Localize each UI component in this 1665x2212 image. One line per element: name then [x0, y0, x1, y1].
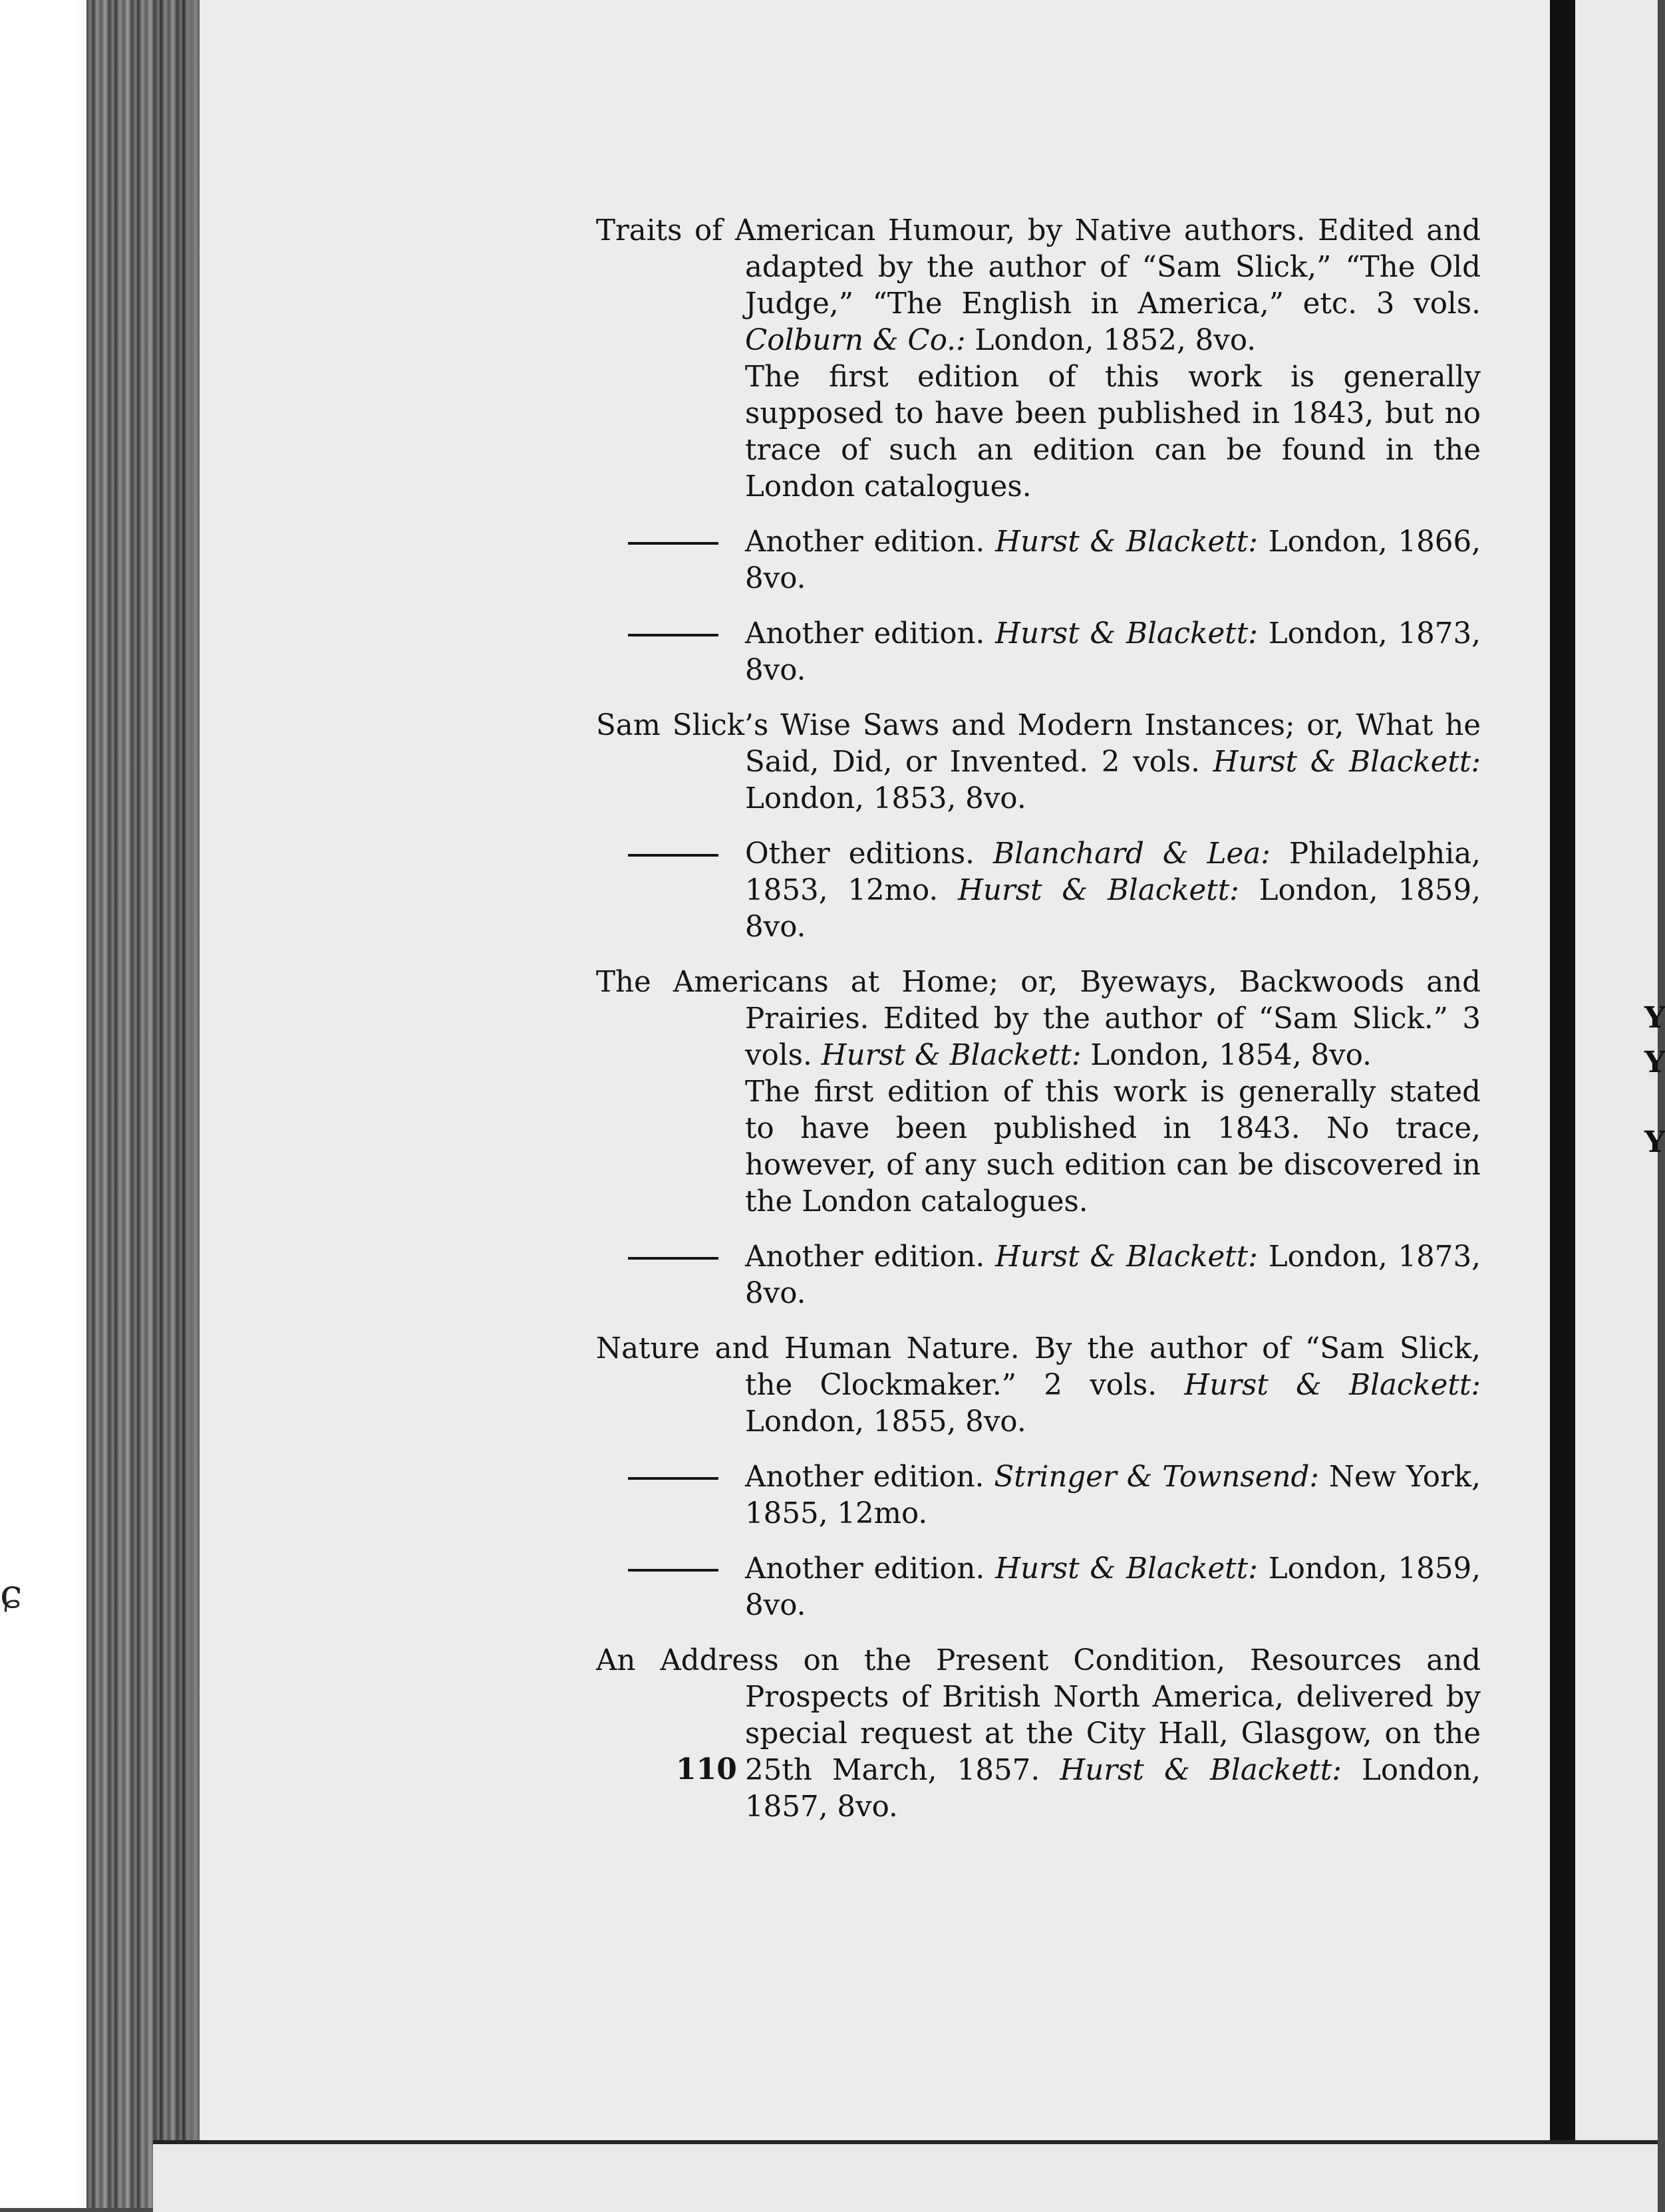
entry-title: Sam Slick’s Wise Saws and Modern Instances; or, What he Said, Did, or Invented. 2 vols.	[596, 709, 1481, 779]
edition-text: Another edition.	[745, 525, 996, 559]
page-gutter	[1550, 0, 1575, 2155]
edition-imprint: London, 1873, 8vo.	[745, 617, 1481, 687]
edition-publisher: Stringer & Townsend:	[994, 1460, 1319, 1494]
entry-note: The first edition of this work is generally stated to have been published in 1843. No trace, however, of any such edition can be discovered in the London catalogues.	[745, 1075, 1481, 1218]
edition-text: Another edition.	[745, 617, 996, 650]
bibliography-entry	[596, 1643, 1481, 1826]
entry-title: The Americans at Home; or, Byeways, Backwoods and Prairies. Edited by the author of “Sam Slick.” 3 vols.	[596, 966, 1481, 1072]
entry-publisher: Hurst & Blackett:	[1213, 746, 1481, 779]
page-text	[596, 213, 1481, 1844]
facing-page-glyph: Y	[1644, 1125, 1665, 1159]
edition-imprint: Philadelphia, 1853, 12mo.	[745, 837, 1481, 907]
edition-imprint: New York, 1855, 12mo.	[745, 1460, 1481, 1530]
entry-imprint: London, 1853, 8vo.	[745, 782, 1026, 815]
edition-entry	[596, 1239, 1481, 1312]
edition-text: Other editions.	[745, 837, 994, 871]
edition-publisher: Hurst & Blackett:	[995, 1552, 1258, 1586]
entry-publisher: Colburn & Co.:	[745, 324, 966, 357]
edition-imprint: London, 1859, 8vo.	[745, 874, 1481, 944]
edition-entry	[596, 616, 1481, 689]
edition-text: Another edition.	[745, 1552, 996, 1586]
entry-imprint: London, 1854, 8vo.	[1081, 1039, 1372, 1072]
entry-note: The first edition of this work is generally supposed to have been published in 1843, but no trace of such an edition can be found in the London catalogues.	[745, 360, 1481, 503]
entry-publisher: Hurst & Blackett:	[1184, 1369, 1481, 1402]
edition-entry	[596, 836, 1481, 946]
entry-title: An Address on the Present Condition, Resources and Prospects of British North America, delivered by special request at the City Hall, Glasgow, on the 25th March, 1857.	[596, 1644, 1481, 1787]
edition-entry	[596, 1551, 1481, 1624]
bibliography-entry	[596, 213, 1481, 359]
ditto-rule	[628, 542, 718, 545]
edition-publisher: Hurst & Blackett:	[995, 525, 1258, 559]
edition-imprint: London, 1873, 8vo.	[745, 1240, 1481, 1310]
facing-page-glyph: Y	[1644, 1045, 1665, 1079]
entry-imprint: London, 1857, 8vo.	[745, 1754, 1481, 1824]
bibliography-entry	[596, 1331, 1481, 1441]
entry-title: Nature and Human Nature. By the author of “Sam Slick, the Clockmaker.” 2 vols.	[596, 1332, 1481, 1402]
edition-imprint: London, 1859, 8vo.	[745, 1552, 1481, 1622]
edition-imprint: London, 1866, 8vo.	[745, 525, 1481, 595]
ditto-rule	[628, 854, 718, 857]
entry-title: Traits of American Humour, by Native authors. Edited and adapted by the author of “Sam Slick,” “The Old Judge,” “The English in America,” etc. 3 vols.	[596, 214, 1481, 321]
bibliography-entry	[596, 708, 1481, 817]
edition-publisher: Hurst & Blackett:	[995, 617, 1258, 650]
entry-publisher: Hurst & Blackett:	[821, 1039, 1082, 1072]
ditto-rule	[628, 1569, 718, 1572]
entry-imprint: London, 1855, 8vo.	[745, 1405, 1026, 1439]
page-bottom-edge	[153, 2140, 1658, 2212]
edition-text: Another edition.	[745, 1240, 996, 1274]
edition-entry	[596, 1459, 1481, 1532]
bibliography-entry	[596, 964, 1481, 1074]
page-number: 110	[676, 1752, 737, 1786]
edition-entry	[596, 524, 1481, 597]
entry-publisher: Hurst & Blackett:	[1060, 1754, 1342, 1787]
ditto-rule	[628, 634, 718, 636]
facing-page-glyph: Y	[1644, 1001, 1665, 1035]
edition-text: Another edition.	[745, 1460, 994, 1494]
edition-publisher: Blanchard & Lea:	[993, 837, 1271, 871]
facing-page	[1575, 0, 1658, 2208]
ditto-rule	[628, 1477, 718, 1480]
entry-imprint: London, 1852, 8vo.	[965, 324, 1257, 357]
ditto-rule	[628, 1257, 718, 1260]
edition-publisher: Hurst & Blackett:	[995, 1240, 1258, 1274]
margin-mark: ɕ	[0, 1571, 23, 1617]
edition-publisher: Hurst & Blackett:	[958, 874, 1239, 907]
